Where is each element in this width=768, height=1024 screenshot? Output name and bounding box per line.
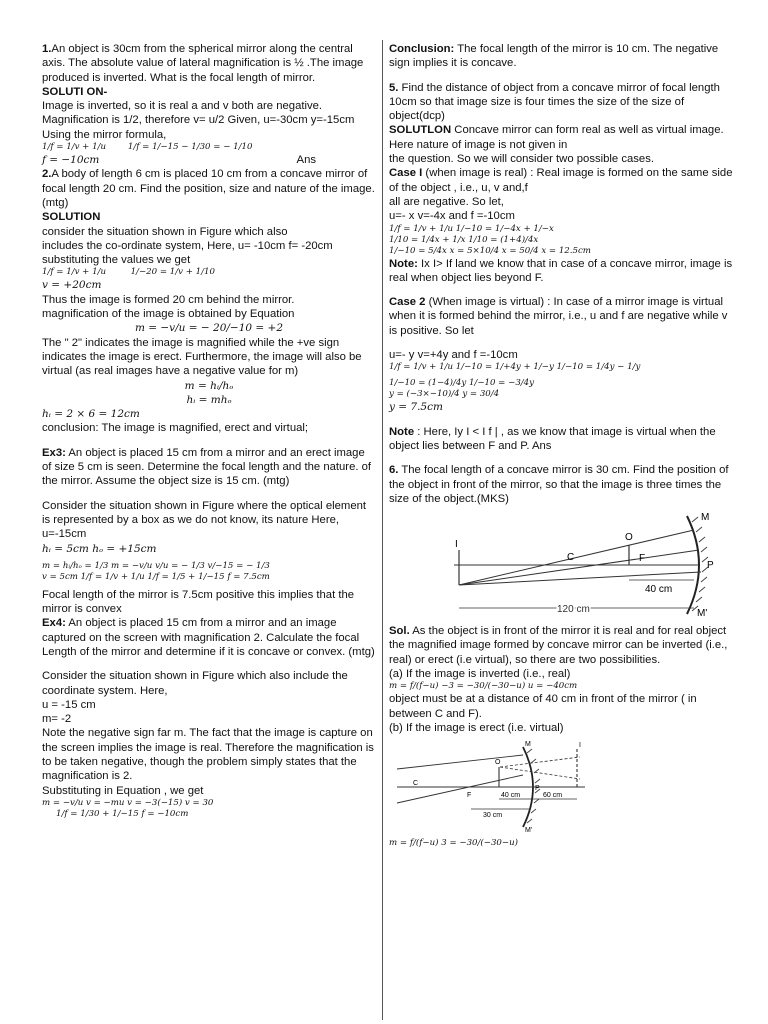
ex3-equation: hᵢ = 5cm hₒ = +15cm <box>42 542 157 555</box>
conclusion-text: Conclusion: The focal length of the mirror is 10 cm. The negative sign implies it is concave. <box>389 43 719 70</box>
q5-note: Note: Ix I> If land we know that in case of a concave mirror, image is real when object lies beyond F. <box>389 257 733 284</box>
label-60cm: 60 cm <box>543 792 563 800</box>
q1-answer-row <box>42 153 376 167</box>
q2-solution-heading: SOLUTION <box>42 211 101 224</box>
label-m: M <box>525 741 531 749</box>
ex4-line: Consider the situation shown in Figure which also include the coordinate system. Here, <box>42 670 348 697</box>
q1-statement: 1.An object is 30cm from the spherical mirror along the central axis. The absolute value of lateral magnification is ½ .The image produced is inverted. What is the focal length of mirror. <box>42 43 364 84</box>
q5-equation: 1/f = 1/v + 1/u 1/−10 = 1/−4x + 1/−x <box>389 223 554 234</box>
q1-equation: f = −10cm <box>42 154 100 167</box>
q2-statement: 2.A body of length 6 cm is placed 10 cm from a concave mirror of focal length 20 cm. Find the position, size and nature of the image. (mtg) <box>42 168 375 209</box>
label-f: F <box>467 792 472 800</box>
q6-case-a: (a) If the image is inverted (i.e., real) <box>389 668 571 681</box>
ex3-equation: m = hᵢ/hₒ = 1/3 m = −v/u v/u = − 1/3 v/−15 = − 1/3 <box>42 560 270 571</box>
q5-line: all are negative. So let, <box>389 195 504 208</box>
q5-equation: 1/f = 1/v + 1/u 1/−10 = 1/+4y + 1/−y 1/−10 = 1/4y − 1/y <box>389 362 641 373</box>
q2-equation: v = +20cm <box>42 279 102 292</box>
q6-solution: Sol. As the object is in front of the mirror it is real and for real object the magnified image formed by concave mirror can be inverted (i.e., real) or erect (i.e virtual), so there are two possibilities. <box>389 625 728 666</box>
q2-solution-line: The " 2" indicates the image is magnified while the +ve sign indicates the image is erect. Furthermore, the image will also be virtual (as real images have a negative value for m) <box>42 336 362 378</box>
q2-solution-line: includes the co-ordinate system, Here, u= -10cm f= -20cm <box>42 239 333 252</box>
q5-variables: u=- y v=+4y and f =-10cm <box>389 349 518 362</box>
label-m-prime: M' <box>697 608 708 620</box>
q5-case1: Case I (when image is real) : Real image is formed on the same side of the object , i.e., u, v and,f <box>389 167 733 194</box>
q5-variables: u=- x v=-4x and f =-10cm <box>389 210 515 223</box>
q2-solution-line: substituting the values we get <box>42 254 191 267</box>
ex4-equation: 1/f = 1/30 + 1/−15 f = −10cm <box>56 808 189 819</box>
q2-equation: hᵢ = 2 × 6 = 12cm <box>42 408 140 421</box>
ex4-line: m= -2 <box>42 713 72 726</box>
label-o: O <box>625 532 633 544</box>
ex4-line: Note the negative sign far m. The fact that the image is capture on the screen implies the image is real. Therefore the magnification is to be taken negative, though the problem simply states that the magnification is 2. <box>42 727 374 783</box>
ex4-equation: m = −v/u v = −mu v = −3(−15) v = 30 <box>42 797 214 808</box>
q5-equation: 1/10 = 1/4x + 1/x 1/10 = (1+4)/4x <box>389 234 539 245</box>
label-o: O <box>495 759 501 767</box>
q2-conclusion: conclusion: The image is magnified, erect and virtual; <box>42 422 309 435</box>
q6-case-b: (b) If the image is erect (i.e. virtual) <box>389 721 564 734</box>
q5-note: Note : Here, Iy I < I f | , as we know that image is virtual when the object lies between F and P. Ans <box>389 425 716 452</box>
label-30cm: 30 cm <box>483 812 503 820</box>
q2-solution-line: consider the situation shown in Figure which also <box>42 225 288 238</box>
ex4-line: Substituting in Equation , we get <box>42 784 204 797</box>
q5-statement: 5. Find the distance of object from a concave mirror of focal length 10cm so that image size is four times the size of the size of object(dcp) <box>389 81 720 123</box>
ray-line <box>397 755 523 769</box>
label-f: F <box>639 553 646 565</box>
label-p: P <box>535 785 540 793</box>
column-divider <box>382 40 383 1020</box>
label-m: M <box>701 512 710 524</box>
q1-solution-line: Magnification is 1/2, therefore v= u/2 Given, u=-30cm y=-15cm <box>42 114 355 127</box>
label-c: C <box>413 780 419 788</box>
q5-line: the question. So we will consider two possible cases. <box>389 153 654 166</box>
q2-solution-line: Thus the image is formed 20 cm behind the mirror. <box>42 293 295 306</box>
q1-equation: 1/f = 1/v + 1/u 1/f = 1/−15 − 1/30 = − 1/10 <box>42 142 253 153</box>
label-120cm: 120 cm <box>557 604 590 616</box>
q6-statement: 6. The focal length of a concave mirror is 30 cm. Find the position of the object in front of the mirror, so that the image is three times the size of the object.(MKS) <box>389 464 729 505</box>
ray-line <box>459 530 694 585</box>
q6-equation: m = f/(f−u) 3 = −30/(−30−u) <box>389 838 518 849</box>
q1-solution-heading: SOLUTI ON- <box>42 85 108 98</box>
q6-line: object must be at a distance of 40 cm in front of the mirror ( in between C and F). <box>389 693 697 720</box>
q5-equation: y = 7.5cm <box>389 401 443 414</box>
q2-equation: m = hᵢ/hₒ <box>184 379 234 392</box>
concave-mirror-diagram-real <box>449 510 749 620</box>
label-i: I <box>455 539 458 551</box>
label-p: P <box>707 560 714 572</box>
q2-solution-line: magnification of the image is obtained by Equation <box>42 308 295 321</box>
answer-label: Ans <box>296 154 316 167</box>
q2-equation: m = −v/u = − 20/−10 = +2 <box>134 322 284 335</box>
concave-mirror-diagram-virtual <box>395 739 595 834</box>
ex4-line: u = -15 cm <box>42 698 96 711</box>
q5-case2: Case 2 (When image is virtual) : In case of a mirror image is virtual when it is formed behind the mirror, i.e., u and f are negative while v is positive. So let <box>389 296 728 337</box>
q1-solution-line: Image is inverted, so it is real a and v both are negative. <box>42 100 323 113</box>
ex3-line: Focal length of the mirror is 7.5cm positive this implies that the mirror is convex <box>42 588 355 616</box>
label-40cm: 40 cm <box>501 792 521 800</box>
right-column <box>389 42 737 849</box>
ex3-statement: Ex3: An object is placed 15 cm from a mirror and an erect image of size 5 cm is seen. Determine the focal length and the nature. of the mirror. Assume the object size is 15 cm. (mtg) <box>42 446 372 488</box>
ex3-equation: v = 5cm 1/f = 1/v + 1/u 1/f = 1/5 + 1/−15 f = 7.5cm <box>42 571 270 582</box>
q1-solution-line: Using the mirror formula, <box>42 128 167 141</box>
q5-equation: y = (−3×−10)/4 y = 30/4 <box>389 389 500 400</box>
q5-solution: SOLUTLON Concave mirror can form real as well as virtual image. Here nature of image is not given in <box>389 124 724 151</box>
label-c: C <box>567 552 575 564</box>
q5-equation: 1/−10 = (1−4)/4y 1/−10 = −3/4y <box>389 378 535 389</box>
q6-equation: m = f/(f−u) −3 = −30/(−30−u) u = −40cm <box>389 681 578 692</box>
ex3-line: Consider the situation shown in Figure where the optical element is represented by a box as we do not know, its nature Here, u=-15cm <box>42 499 367 541</box>
left-column <box>42 42 376 820</box>
label-i: I <box>579 742 581 750</box>
ex4-statement: Ex4: An object is placed 15 cm from a mirror and an image captured on the screen with magnification 2. Calculate the focal Length of the mirror and determine if it is concave or convex. (mtg) <box>42 617 375 658</box>
q2-equation: hᵢ = mhₒ <box>186 393 232 406</box>
virtual-ray <box>500 757 580 767</box>
q2-equation: 1/f = 1/v + 1/u 1/−20 = 1/v + 1/10 <box>42 267 215 278</box>
q5-equation: 1/−10 = 5/4x x = 5×10/4 x = 50/4 x = 12.5cm <box>389 245 591 256</box>
label-40cm: 40 cm <box>645 584 673 596</box>
label-m-prime: M' <box>525 827 533 835</box>
